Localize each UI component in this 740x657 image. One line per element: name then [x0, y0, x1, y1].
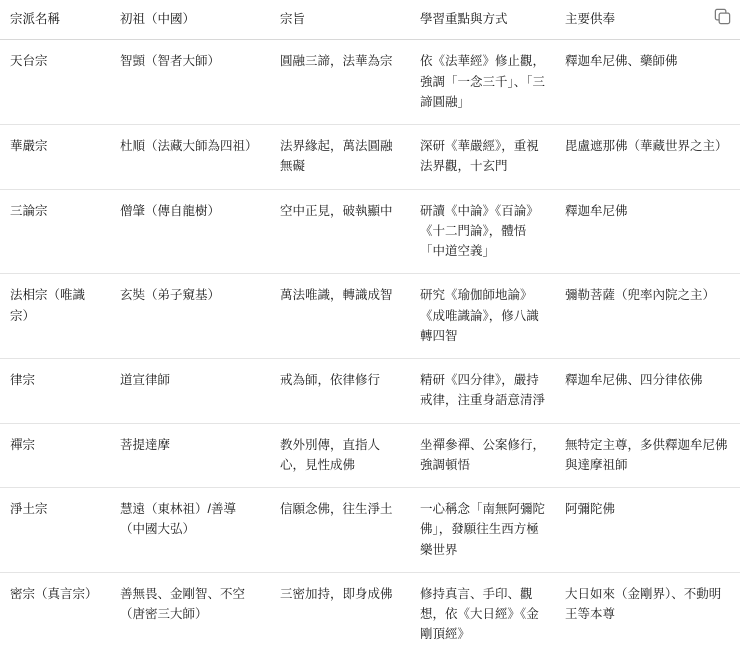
- copy-icon[interactable]: [713, 7, 732, 26]
- table-row: [0, 274, 740, 359]
- column-header-tenet: 宗旨: [270, 0, 410, 40]
- cell-study: 坐禪參禪、公案修行，強調頓悟: [410, 423, 555, 488]
- cell-tenet: 教外別傳，直指人心，見性成佛: [270, 423, 410, 488]
- cell-study: 研讀《中論》《百論》《十二門論》，體悟「中道空義」: [410, 189, 555, 274]
- cell-study: 深研《華嚴經》，重視法界觀，十玄門: [410, 125, 555, 190]
- table-row: [0, 572, 740, 656]
- cell-worship: 大日如來（金剛界）、不動明王等本尊: [565, 586, 722, 621]
- cell-founder: 慧遠（東林祖）/善導（中國大弘）: [110, 488, 270, 573]
- cell-worship: 釋迦牟尼佛: [555, 189, 740, 274]
- cell-name: 密宗（真言宗）: [10, 586, 98, 601]
- cell-founder: 玄奘（弟子窺基）: [110, 274, 270, 359]
- table-row: [0, 423, 740, 488]
- cell-name: 禪宗: [0, 423, 110, 488]
- table-row: [0, 40, 740, 125]
- column-header-founder: 初祖（中國）: [110, 0, 270, 40]
- cell-founder: 善無畏、金剛智、不空（唐密三大師）: [120, 586, 246, 621]
- cell-name: 法相宗（唯識宗）: [0, 274, 110, 359]
- cell-founder: 道宣律師: [110, 359, 270, 424]
- cell-worship: 無特定主尊，多供釋迦牟尼佛與達摩祖師: [555, 423, 740, 488]
- cell-name: 華嚴宗: [0, 125, 110, 190]
- cell-study: 精研《四分律》，嚴持戒律，注重身語意清淨: [410, 359, 555, 424]
- cell-founder: 智顗（智者大師）: [110, 40, 270, 125]
- cell-founder: 僧肇（傳自龍樹）: [110, 189, 270, 274]
- table-body: [0, 40, 740, 657]
- cell-name: 律宗: [0, 359, 110, 424]
- column-header-worship: 主要供奉: [555, 0, 740, 40]
- cell-tenet: 萬法唯識，轉識成智: [270, 274, 410, 359]
- cell-name: 三論宗: [0, 189, 110, 274]
- cell-tenet: 戒為師，依律修行: [270, 359, 410, 424]
- cell-worship: 彌勒菩薩（兜率內院之主）: [555, 274, 740, 359]
- cell-tenet: 三密加持，即身成佛: [280, 586, 393, 601]
- column-header-name: 宗派名稱: [0, 0, 110, 40]
- table-row: [0, 488, 740, 573]
- cell-tenet: 信願念佛，往生淨土: [270, 488, 410, 573]
- cell-name: 天台宗: [0, 40, 110, 125]
- table-header: [0, 0, 740, 40]
- table-header-row: [0, 0, 740, 40]
- cell-worship: 釋迦牟尼佛、藥師佛: [555, 40, 740, 125]
- cell-tenet: 圓融三諦，法華為宗: [270, 40, 410, 125]
- table-row: [0, 359, 740, 424]
- cell-worship: 毘盧遮那佛（華藏世界之主）: [555, 125, 740, 190]
- cell-study: 修持真言、手印、觀想，依《大日經》《金剛頂經》: [420, 586, 539, 642]
- table-row: [0, 189, 740, 274]
- cell-study: 一心稱念「南無阿彌陀佛」，發願往生西方極樂世界: [410, 488, 555, 573]
- cell-tenet: 法界緣起，萬法圓融無礙: [270, 125, 410, 190]
- column-header-study: 學習重點與方式: [410, 0, 555, 40]
- table-row: [0, 125, 740, 190]
- cell-study: 研究《瑜伽師地論》《成唯識論》，修八識轉四智: [410, 274, 555, 359]
- cell-worship: 阿彌陀佛: [555, 488, 740, 573]
- cell-founder: 杜順（法藏大師為四祖）: [110, 125, 270, 190]
- cell-study: 依《法華經》修止觀，強調「一念三千」、「三諦圓融」: [410, 40, 555, 125]
- cell-tenet: 空中正見，破執顯中: [270, 189, 410, 274]
- cell-worship: 釋迦牟尼佛、四分律依佛: [555, 359, 740, 424]
- cell-founder: 菩提達摩: [110, 423, 270, 488]
- cell-name: 淨土宗: [0, 488, 110, 573]
